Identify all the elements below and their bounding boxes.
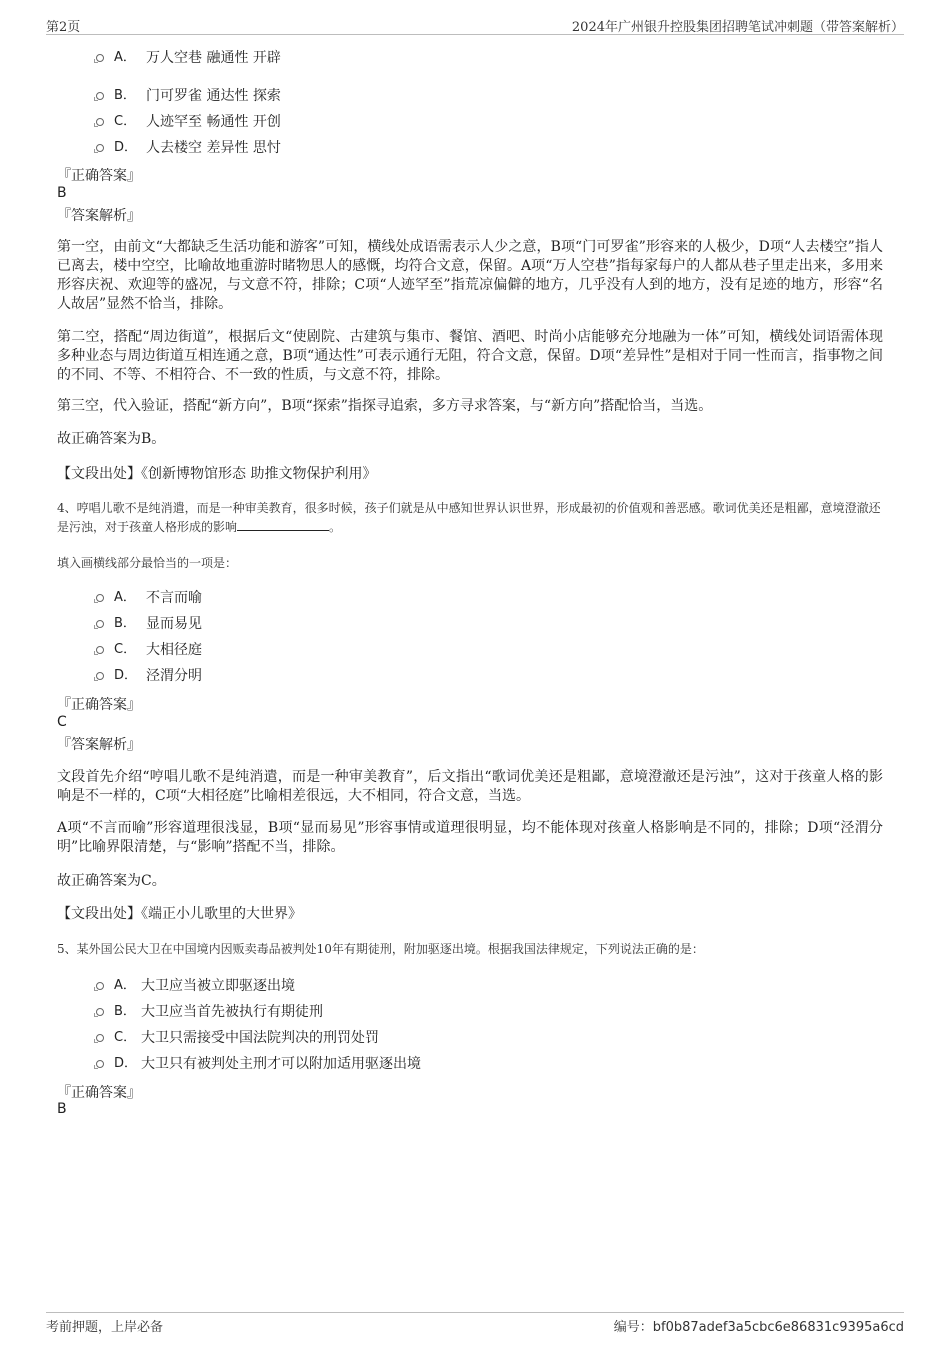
document-title: 2024年广州银升控股集团招聘笔试冲刺题（带答案解析）: [571, 20, 904, 35]
q3-analysis-label: 『答案解析』: [57, 208, 141, 224]
radio-icon[interactable]: [96, 54, 104, 62]
q3-source: 【文段出处】《创新博物馆形态 助推文物保护利用》: [57, 466, 377, 482]
page-number: 第2页: [46, 20, 81, 35]
q4-analysis-paragraph: 故正确答案为C。: [57, 873, 166, 889]
q5-answer: B: [57, 1101, 67, 1117]
q5-answer-label: 『正确答案』: [57, 1085, 141, 1101]
q4-analysis-paragraph: 文段首先介绍“哼唱儿歌不是纯消遣，而是一种审美教育”，后文指出“歌词优美还是粗鄙，意境澄澈还是污浊”，这对于孩童人格的影响是不一样的，C项“大相径庭”比喻相差很远，大不相同，符合文意，当选。: [57, 769, 883, 804]
radio-icon[interactable]: [96, 646, 104, 654]
q4-source: 【文段出处】《端正小儿歌里的大世界》: [57, 906, 302, 922]
q4-stem: 4、哼唱儿歌不是纯消遣，而是一种审美教育，很多时候，孩子们就是从中感知世界认识世界，形成最初的价值观和善恶感。歌词优美还是粗鄙，意境澄澈还是污浊，对于孩童人格形成的影响 。: [57, 501, 881, 534]
radio-icon[interactable]: [96, 982, 104, 990]
q3-analysis-paragraph: 故正确答案为B。: [57, 431, 166, 447]
q3-answer: B: [57, 185, 67, 201]
radio-icon[interactable]: [96, 1034, 104, 1042]
radio-icon[interactable]: [96, 672, 104, 680]
radio-icon[interactable]: [96, 620, 104, 628]
radio-icon[interactable]: [96, 1060, 104, 1068]
q4-answer: C: [57, 714, 67, 730]
answer-blank: [237, 518, 329, 531]
radio-icon[interactable]: [96, 144, 104, 152]
page-header: [46, 14, 904, 35]
q4-analysis-paragraph: A项“不言而喻”形容道理很浅显，B项“显而易见”形容事情或道理很明显，均不能体现对孩童人格影响是不同的，排除；D项“泾渭分明”比喻界限清楚，与“影响”搭配不当，排除。: [57, 820, 883, 855]
q3-answer-label: 『正确答案』: [57, 168, 141, 184]
footer-slogan: 考前押题，上岸必备: [46, 1320, 164, 1335]
radio-icon[interactable]: [96, 118, 104, 126]
document-code: 编号：bf0b87adef3a5cbc6e86831c9395a6cd: [613, 1320, 904, 1335]
q3-analysis-paragraph: 第二空，搭配“周边街道”，根据后文“使剧院、古建筑与集市、餐馆、酒吧、时尚小店能够充分地融为一体”可知，横线处词语需体现多种业态与周边街道互相连通之意，B项“通达性”可表示通行无阻，符合文意，保留。D项“差异性”是相对于同一性而言，指事物之间的不同、不等、不相符合、不一致的性质，与文意不符，排除。: [57, 329, 883, 383]
radio-icon[interactable]: [96, 92, 104, 100]
q3-analysis-paragraph: 第三空，代入验证，搭配“新方向”，B项“探索”指探寻追索，多方寻求答案，与“新方向”搭配恰当，当选。: [57, 398, 713, 414]
radio-icon[interactable]: [96, 1008, 104, 1016]
q4-prompt: 填入画横线部分最恰当的一项是：: [57, 556, 238, 570]
q3-analysis-paragraph: 第一空，由前文“大都缺乏生活功能和游客”可知，横线处成语需表示人少之意，B项“门可罗雀”形容来的人极少，D项“人去楼空”指人已离去，楼中空空，比喻故地重游时睹物思人的感慨，均符合文意，保留。A项“万人空巷”指每家每户的人都从巷子里走出来，多用来形容庆祝、欢迎等的盛况，与文意不符，排除；C项“人迹罕至”指荒凉偏僻的地方，几乎没有人到的地方，没有足迹的地方，形容“名人故居”显然不恰当，排除。: [57, 239, 883, 312]
q4-analysis-label: 『答案解析』: [57, 737, 141, 753]
q4-answer-label: 『正确答案』: [57, 697, 141, 713]
radio-icon[interactable]: [96, 594, 104, 602]
q5-stem: 5、某外国公民大卫在中国境内因贩卖毒品被判处10年有期徒刑，附加驱逐出境。根据我国法律规定，下列说法正确的是：: [57, 942, 704, 956]
page-footer: [46, 1312, 904, 1337]
